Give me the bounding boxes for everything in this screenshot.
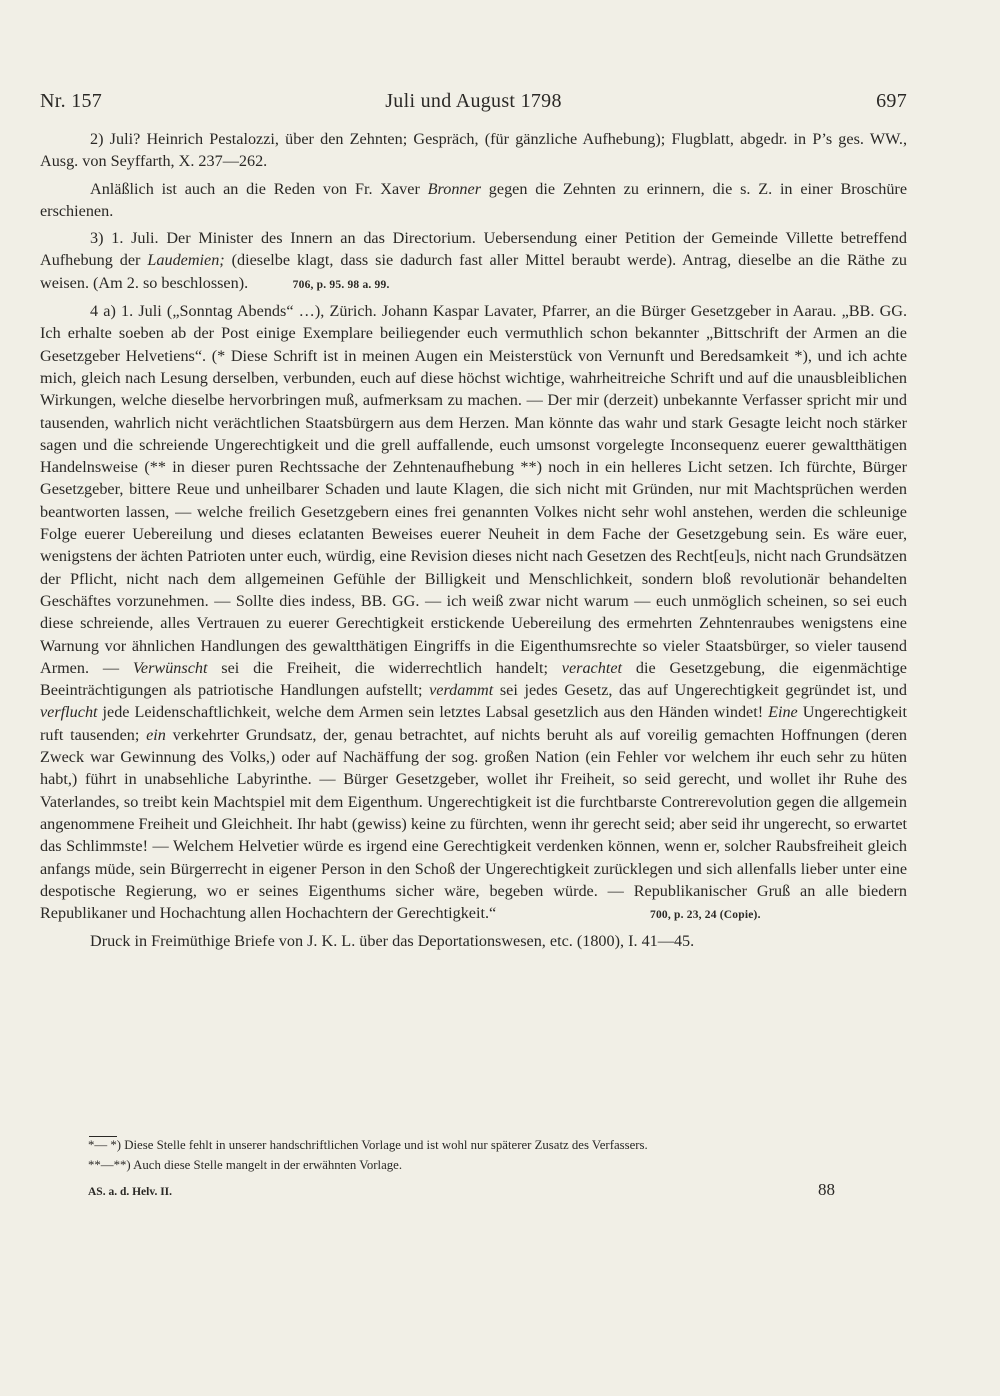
signature-mark: AS. a. d. Helv. II. <box>88 1186 173 1198</box>
running-header <box>40 90 907 120</box>
header-number: Nr. 157 <box>40 90 103 112</box>
entry-note-bronner: Anläßlich ist auch an die Reden von Fr. Xaver Bronner gegen die Zehnten zu erinnern, die s. Z. in einer Broschüre erschienen. <box>40 179 908 220</box>
document-body <box>40 128 907 953</box>
sheet-number: 88 <box>818 1180 835 1199</box>
archive-reference: 706, p. 95. 98 a. 99. <box>292 278 390 291</box>
footnotes <box>40 1135 907 1175</box>
archive-reference: 700, p. 23, 24 (Copie). <box>650 909 761 922</box>
header-page-number: 697 <box>876 90 907 112</box>
page-footer <box>40 1180 907 1204</box>
entry-4a: 4 a) 1. Juli („Sonntag Abends“ …), Zürich. Johann Kaspar Lavater, Pfarrer, an die Bürger Gesetzgeber in Aarau. „BB. GG. Ich erhalte soeben ab der Post einige Exemplare beiliegender euch vermuthlich schon bekannter „Bittschrift der Armen an die Gesetzgeber Helvetiens“. (* Diese Schrift ist in meinen Augen ein Meisterstück von Vernunft und Beredsamkeit *), und ich achte mich, gleich nach Lesung derselben, verbunden, euch auf diese höchst wichtige, wahrheitreiche Schrift und auf die unausbleiblichen Wirkungen, welche dieselbe hervorbringen muß, aufmerksam zu machen. — Der mir (derzeit) unbekannte Verfasser spricht mir und tausenden, wahrlich nicht verächtlichen Staatsbürgern aus dem Herzen. Man könnte das wahr und stark Gesagte leicht noch stärker sagen und die schreiende Ungerechtigkeit und die grell auffallende, euch umsonst vorgelegte Inconsequenz euerer gewaltthätigen Handelnsweise (** in dieser puren Rechtssache der Zehntenaufhebung **) noch in ein helleres Licht setzen. Ich fürchte, Bürger Gesetzgeber, bittere Reue und unheilbarer Schaden und laute Klagen, die sich nicht mit Gründen, nur mit Machtsprüchen werden beantworten lassen, — welche freilich Gesetzgebern eines frei genannten Volkes nicht sehr wohl anstehen, werden die schleunige Folge euerer Uebereilung und dieses eclatanten Beweises euerer Neuheit in dem Fache der Gesetzgebung sein. Es wäre euer, wenigstens der ächten Patrioten unter euch, würdig, eine Revision dieses nicht nach Gesetzen des Recht[eu]s, nicht nach Grundsätzen der Pflicht, nicht nach dem allgemeinen Gefühle der Billigkeit und Menschlichkeit, sondern bloß revolutionär behandelten Geschäftes vorzunehmen. — Sollte dies indess, BB. GG. — ich weiß zwar nicht warum — euch unmöglich scheinen, so sei euch diese schreiende, alles Vertrauen zu euerer Gerechtigkeit erstickende Uebereilung des ermehrten Zehntenraubes wenigstens eine Warnung vor ähnlichen Handlungen des gewaltthätigen Eingriffs in die Eigenthumsrechte so vieler Staatsbürger, so vieler tausend Armen. — Verwünscht sei die Freiheit, die widerrechtlich handelt; verachtet die Gesetzgebung, die eigenmächtige Beeinträchtigungen als patriotische Handlungen aufstellt; verdammt sei jedes Gesetz, das auf Ungerechtigkeit gegründet ist, und verflucht jede Leidenschaftlichkeit, welche dem Armen sein letztes Labsal gesetzlich aus den Händen windet! Eine Ungerechtigkeit ruft tausenden; ein verkehrter Grundsatz, der, genau betrachtet, auf nichts beruht als auf voreilig gemachten Hoffnungen (deren Zweck war Gewinnung des Volks,) oder auf Nachäffung der sog. großen Nation (ein Fehler vor welchem ihr euch sehr zu hüten habt,) führt in unabsehliche Labyrinthe. — Bürger Gesetzgeber, wollet ihr Freiheit, so seid gerecht, und wollet ihr Ruhe des Vaterlandes, so treibt kein Machtspiel mit dem Eigenthum. Ungerechtigkeit ist die furchtbarste Contrerevolution gegen die allgemein angenommene Freiheit und Gleichheit. Ihr habt (gewiss) keine zu fürchten, wenn ihr gerecht seid; aber seid ihr ungerecht, so erwartet das Schlimmste! — Welchem Helvetier würde es irgend eine Gerechtigkeit verdenken können, wenn er, solcher Raubsfreiheit gleich anfangs müde, sein Bürgerrecht in eigener Person in den Schoß der Ungerechtigkeit zurücklegen und sich allenfalls lieber unter eine despotische Regierung, wo er seines Eigenthums sicher wäre, begeben würde. — Republikanischer Gruß an alle biedern Republikaner und Hochachtung allen Hochachtern der Gerechtigkeit.“ 700, p. 23, 24 (Copie). <box>40 302 907 923</box>
entry-3: 3) 1. Juli. Der Minister des Innern an das Directorium. Uebersendung einer Petition der Gemeinde Villette betreffend Aufhebung der Laudemien; (dieselbe klagt, dass sie dadurch fast aller Mittel beraubt werde). Antrag, dieselbe an die Räthe zu weisen. (Am 2. so beschlossen). 706, p. 95. 98 a. 99. <box>40 229 907 292</box>
entry-2: 2) Juli? Heinrich Pestalozzi, über den Zehnten; Gespräch, (für gänzliche Aufhebung); Flugblatt, abgedr. in P’s ges. WW., Ausg. von Seyffarth, X. 237—262. <box>40 130 907 171</box>
entry-print-note: Druck in Freimüthige Briefe von J. K. L. über das Deportationswesen, etc. (1800), I. 41—45. <box>90 932 695 951</box>
footnote: **—**) Auch diese Stelle mangelt in der erwähnten Vorlage. <box>88 1158 403 1172</box>
header-title: Juli und August 1798 <box>385 90 562 112</box>
footnote: *— *) Diese Stelle fehlt in unserer handschriftlichen Vorlage und ist wohl nur späterer Zusatz des Verfassers. <box>88 1138 648 1152</box>
